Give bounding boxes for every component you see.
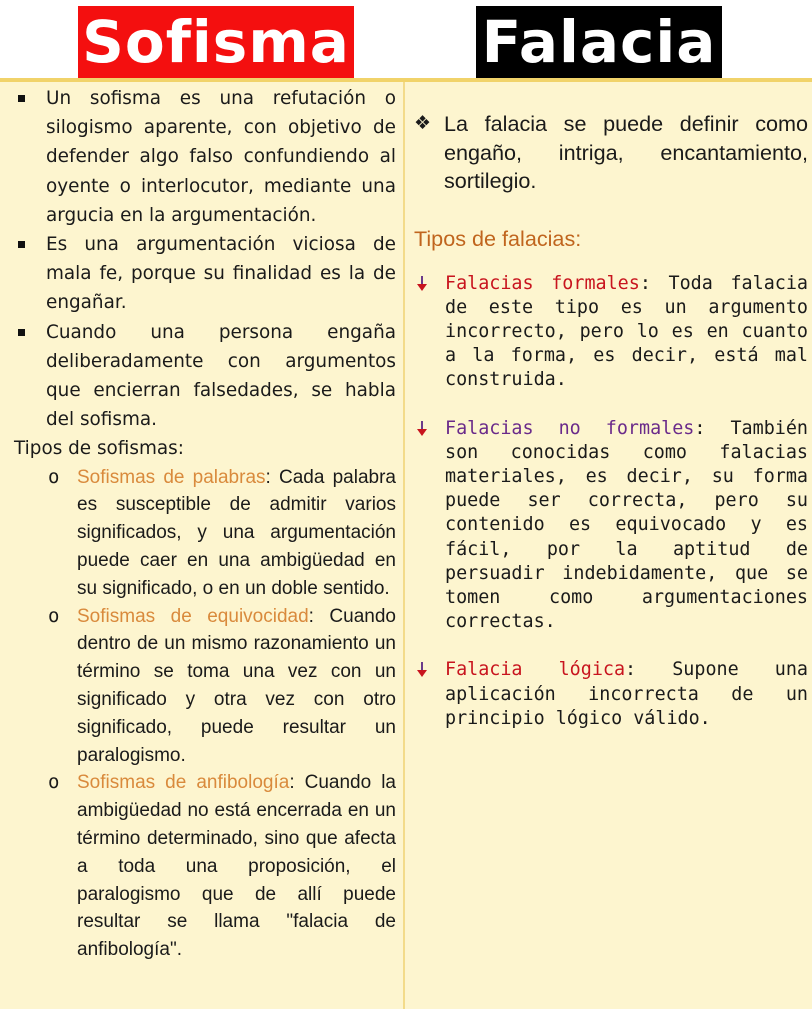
tipos-falacias-heading: Tipos de falacias: (414, 225, 582, 251)
falacia-type-term: Falacias formales (445, 272, 640, 294)
sofisma-type-item (14, 464, 396, 603)
circle-bullet-icon: o (48, 771, 60, 794)
sofisma-type-text: : Cuando dentro de un mismo razonamiento un término se toma una vez con un significado y otra vez con otro significado, puede resultar un paralogismo. (77, 605, 396, 766)
falacia-type-term: Falacias no formales (445, 417, 695, 439)
sofisma-bullet-text: Un sofisma es una refutación o silogismo aparente, con objetivo de defender algo falso confundiendo al oyente o interlocutor, mediante una argucia en la argumentación. (46, 88, 396, 226)
falacia-type-text: : También son conocidas como falacias materiales, es decir, su forma puede ser correcta, pero su contenido es equivocado y es fácil, por la aptitud de persuadir indebidamente, que se tomen como argumentaciones correctas. (445, 417, 808, 633)
falacia-type-text: : Toda falacia de este tipo es un argumento incorrecto, pero lo es en cuanto a la forma, es decir, está mal construida. (445, 272, 808, 391)
square-bullet-icon (18, 95, 25, 102)
falacia-intro (414, 110, 808, 196)
header-rule (0, 78, 812, 82)
tipos-falacias-list (414, 272, 808, 731)
circle-bullet-icon: o (48, 465, 60, 488)
falacia-title: Falacia (476, 6, 722, 78)
falacia-type-item (414, 272, 808, 393)
falacia-column (414, 110, 808, 755)
falacia-type-term: Falacia lógica (445, 659, 626, 681)
sofisma-type-term: Sofismas de equivocidad (77, 605, 309, 627)
sofisma-bullet (14, 318, 396, 435)
down-arrow-icon (416, 420, 428, 438)
sofisma-type-text: : Cada palabra es susceptible de admitir varios significados, y una argumentación puede caer en una ambigüedad en su significado, o en un doble sentido. (77, 466, 396, 599)
tipos-sofismas-heading: Tipos de sofismas: (14, 438, 184, 460)
sofisma-bullet (14, 230, 396, 318)
sofisma-bullet-text: Es una argumentación viciosa de mala fe, porque su finalidad es la de engañar. (46, 234, 396, 314)
sofisma-column (14, 84, 396, 964)
down-arrow-icon (416, 661, 428, 679)
sofisma-type-item (14, 769, 396, 964)
sofisma-type-term: Sofismas de palabras (77, 466, 266, 488)
sofisma-bullet-text: Cuando una persona engaña deliberadamente con argumentos que encierran falsedades, se habla del sofisma. (46, 321, 396, 431)
square-bullet-icon (18, 329, 25, 336)
falacia-intro-text: La falacia se puede definir como engaño, intriga, encantamiento, sortilegio. (444, 111, 808, 193)
down-arrow-icon (416, 275, 428, 293)
sofisma-bullet (14, 84, 396, 230)
falacia-type-item (414, 658, 808, 731)
tipos-sofismas-list (14, 464, 396, 964)
falacia-type-item (414, 417, 808, 635)
column-divider (403, 82, 405, 1009)
sofisma-type-item (14, 603, 396, 770)
falacia-type-text: : Supone una aplicación incorrecta de un principio lógico válido. (445, 659, 808, 729)
square-bullet-icon (18, 241, 25, 248)
sofisma-type-text: : Cuando la ambigüedad no está encerrada en un término determinado, sino que afecta a toda una proposición, el paralogismo que de allí puede resultar se llama "falacia de anfibología". (77, 772, 397, 961)
sofisma-title: Sofisma (78, 6, 354, 78)
sofisma-type-term: Sofismas de anfibología (77, 772, 290, 794)
circle-bullet-icon: o (48, 604, 60, 627)
four-diamond-icon: ❖ (414, 112, 432, 134)
